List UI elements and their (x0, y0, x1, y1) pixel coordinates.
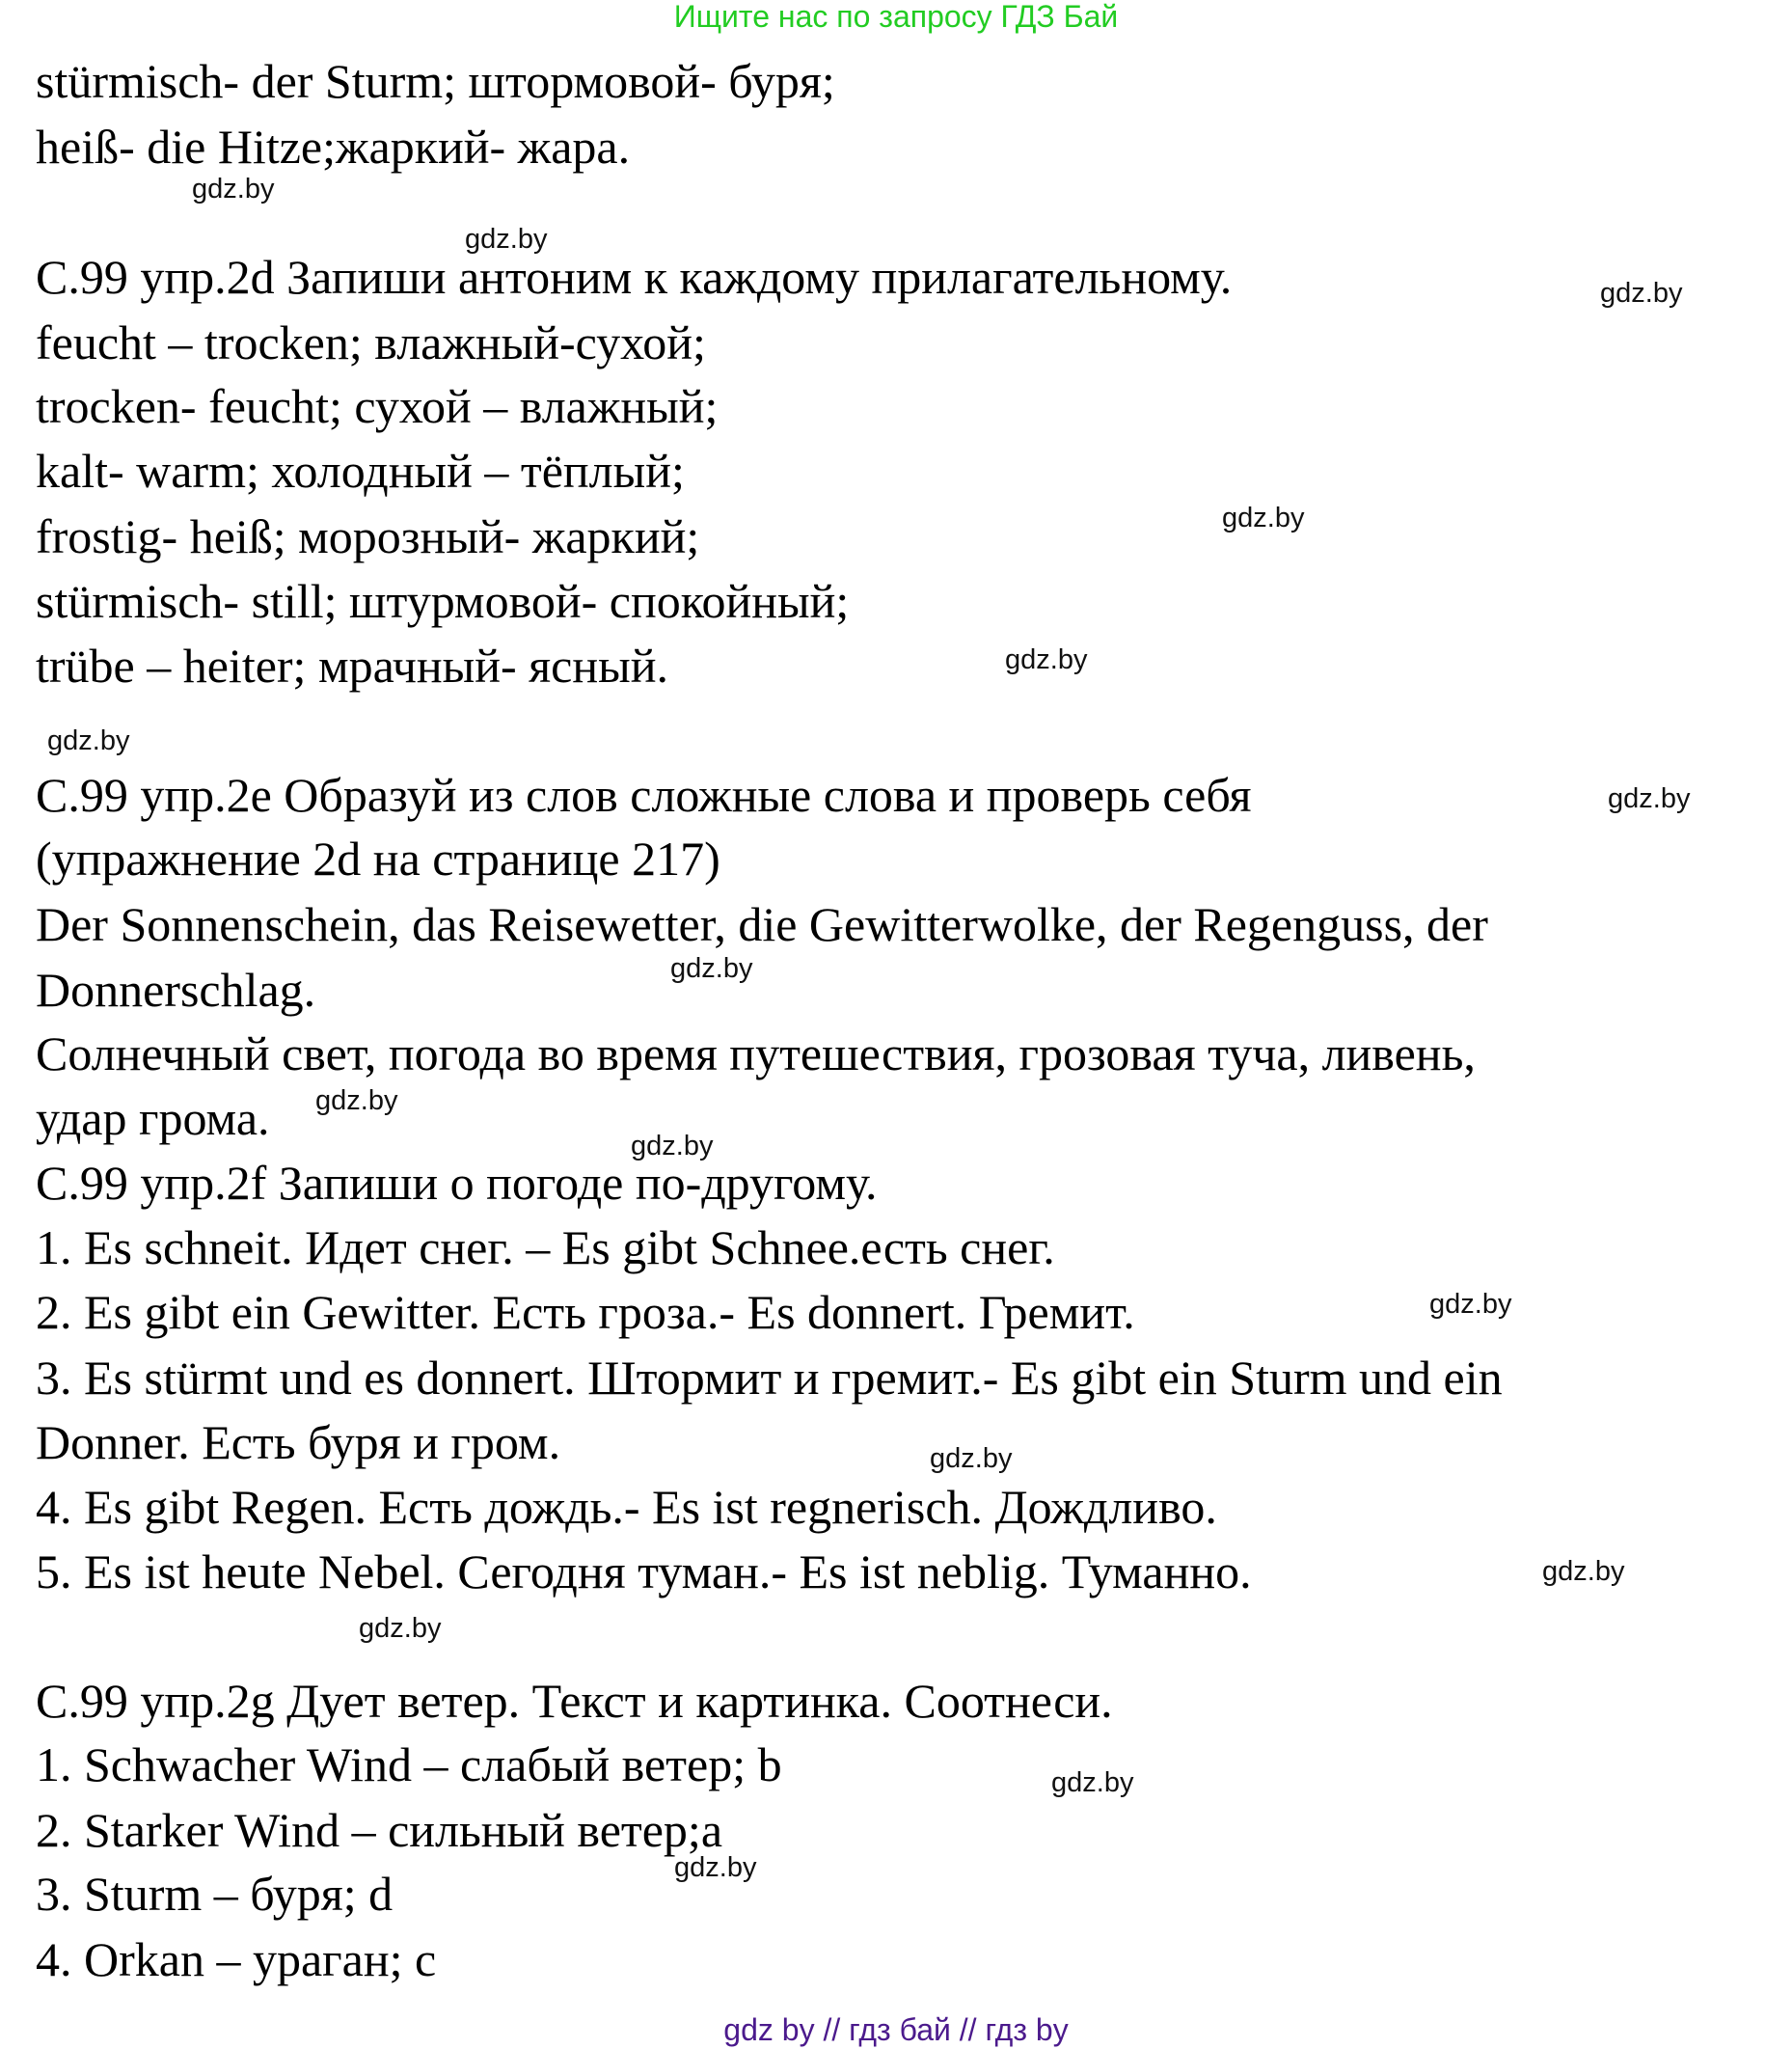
watermark: gdz.by (674, 1852, 757, 1883)
watermark: gdz.by (930, 1443, 1013, 1474)
watermark: gdz.by (1608, 783, 1691, 814)
text-line: stürmisch- still; штурмовой- спокойный; (36, 574, 850, 628)
text-line: feucht – trocken; влажный-сухой; (36, 315, 706, 369)
watermark: gdz.by (631, 1131, 714, 1161)
exercise-heading: С.99 упр.2d Запиши антоним к каждому прилагательному. (36, 250, 1233, 304)
watermark: gdz.by (315, 1085, 398, 1116)
text-line: kalt- warm; холодный – тёплый; (36, 444, 685, 498)
exercise-heading: С.99 упр.2g Дует ветер. Текст и картинка. Соотнеси. (36, 1674, 1113, 1728)
watermark: gdz.by (1005, 644, 1088, 675)
watermark: gdz.by (1051, 1767, 1134, 1798)
text-line: удар грома. (36, 1091, 270, 1145)
site-footer-links[interactable]: gdz by // гдз бай // гдз by (723, 2012, 1069, 2047)
text-line: stürmisch- der Sturm; штормовой- буря; (36, 54, 835, 108)
text-line: 4. Orkan – ураган; c (36, 1932, 437, 1986)
watermark: gdz.by (1429, 1289, 1512, 1320)
text-line: (упражнение 2d на странице 217) (36, 832, 720, 886)
text-line: frostig- heiß; морозный- жаркий; (36, 509, 700, 563)
watermark: gdz.by (465, 224, 548, 255)
text-line: 1. Schwacher Wind – слабый ветер; b (36, 1737, 782, 1791)
text-line: Der Sonnenschein, das Reisewetter, die Gewitterwolke, der Regenguss, der (36, 897, 1488, 951)
text-line: 1. Es schneit. Идет снег. – Es gibt Schnee.есть снег. (36, 1220, 1055, 1274)
watermark: gdz.by (359, 1613, 442, 1644)
watermark: gdz.by (1542, 1556, 1625, 1587)
text-line: 5. Es ist heute Nebel. Сегодня туман.- Es ist neblig. Туманно. (36, 1544, 1252, 1598)
watermark: gdz.by (1222, 503, 1305, 533)
site-header-banner[interactable]: Ищите нас по запросу ГДЗ Бай (673, 0, 1119, 34)
exercise-heading: С.99 упр.2е Образуй из слов сложные слова и проверь себя (36, 768, 1252, 822)
text-line: Donnerschlag. (36, 963, 316, 1017)
text-line: Солнечный свет, погода во время путешествия, грозовая туча, ливень, (36, 1026, 1476, 1080)
watermark: gdz.by (192, 174, 275, 205)
text-line: trocken- feucht; сухой – влажный; (36, 379, 719, 433)
text-line: Donner. Есть буря и гром. (36, 1415, 561, 1469)
text-line: heiß- die Hitze;жаркий- жара. (36, 120, 631, 174)
watermark: gdz.by (47, 725, 130, 756)
text-line: 3. Sturm – буря; d (36, 1867, 394, 1921)
watermark: gdz.by (670, 953, 753, 984)
text-line: 2. Es gibt ein Gewitter. Есть гроза.- Es donnert. Гремит. (36, 1285, 1135, 1339)
text-line: 4. Es gibt Regen. Есть дождь.- Es ist regnerisch. Дождливо. (36, 1480, 1217, 1534)
text-line: 3. Es stürmt und es donnert. Штормит и гремит.- Es gibt ein Sturm und ein (36, 1351, 1503, 1405)
exercise-heading: С.99 упр.2f Запиши о погоде по-другому. (36, 1156, 878, 1210)
text-line: trübe – heiter; мрачный- ясный. (36, 639, 668, 693)
text-line: 2. Starker Wind – сильный ветер;a (36, 1803, 723, 1857)
watermark: gdz.by (1600, 278, 1683, 309)
